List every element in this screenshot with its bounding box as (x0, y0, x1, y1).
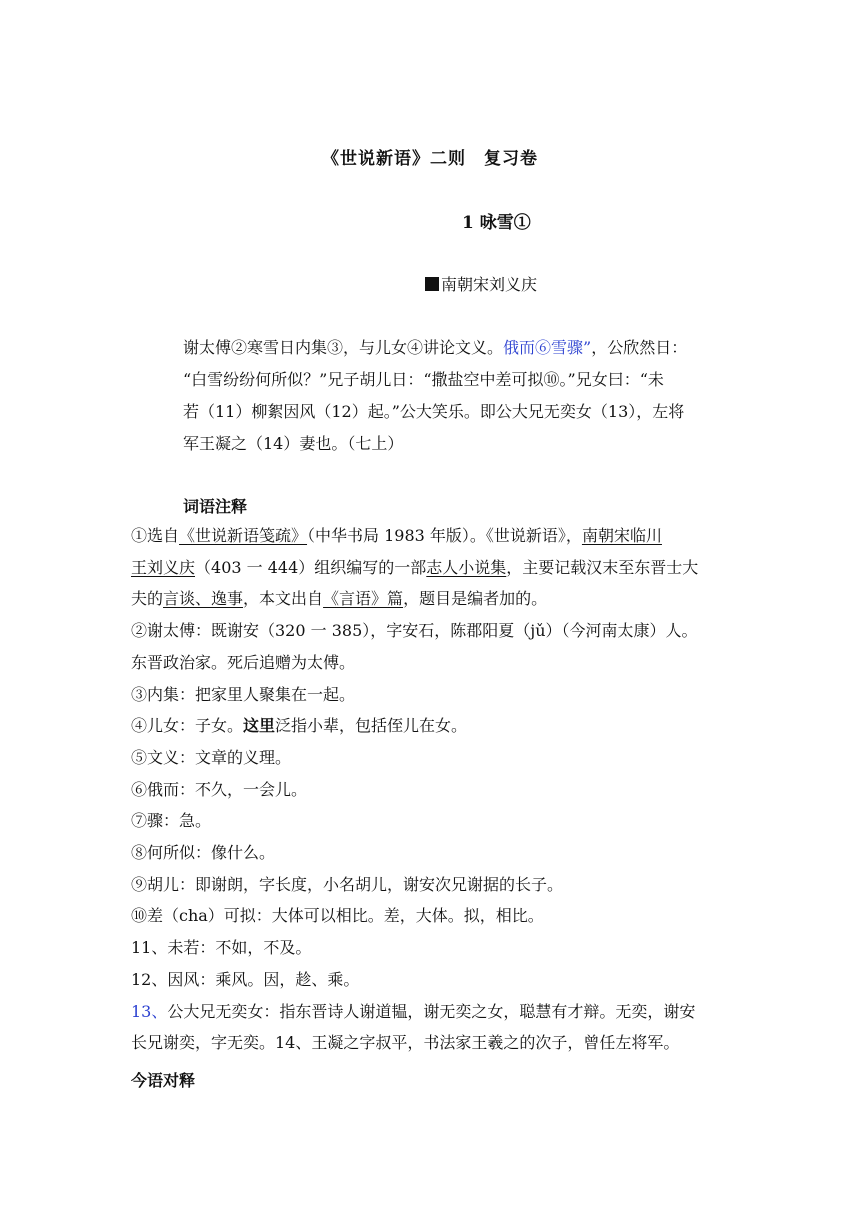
translation-heading: 今语对释 (131, 1071, 196, 1090)
passage-text: 谢太傅②寒雪日内集③，与儿女④讲论文义。 (183, 338, 504, 357)
note-text: 公大兄无奕女：指东晋诗人谢道韫，谢无奕之女，聪慧有才辩。无奕，谢安 (167, 1001, 696, 1021)
note-line: ②谢太傅：既谢安（320 一 385），字安石，陈郡阳夏（jǔ）（今河南太康）人。 (131, 621, 698, 641)
note-underlined: 《世说新语笺疏》 (179, 526, 308, 545)
passage-line: 若（11）柳絮因风（12）起。”公大笑乐。即公大兄无奕女（13），左将 (183, 402, 685, 421)
note-item-4 (131, 710, 731, 742)
note-item-9: ⑨胡儿：即谢朗，字长度，小名胡儿，谢安次兄谢据的长子。 (131, 874, 564, 894)
note-item-1 (131, 520, 731, 615)
note-item-10: ⑩差（cha）可拟：大体可以相比。差，大体。拟，相比。 (131, 906, 544, 926)
note-item-12: 12、因风：乘风。因，趁、乘。 (131, 969, 360, 989)
note-underlined: 王刘义庆 (131, 557, 196, 577)
section-title: 1 咏雪① (462, 213, 531, 233)
note-text: ，本文出自 (243, 589, 324, 609)
note-bold: 这里 (243, 716, 276, 736)
note-text: ①选自 (131, 526, 180, 545)
note-item-5: ⑤文义：文章的义理。 (131, 747, 292, 767)
notes-heading: 词语注释 (183, 497, 248, 516)
note-line (131, 996, 731, 1028)
author-name: 南朝宋刘义庆 (441, 275, 538, 294)
passage-line (183, 332, 731, 364)
notes-list (131, 520, 731, 1059)
note-line: 东晋政治家。死后追赠为太傅。 (131, 652, 356, 672)
note-item-8: ⑧何所似：像什么。 (131, 843, 276, 863)
black-square-icon (425, 277, 439, 291)
note-text: 夫的 (131, 589, 164, 609)
note-item-13 (131, 996, 731, 1059)
note-underlined: 《言语》篇 (323, 589, 404, 609)
note-number: 13、 (131, 1001, 168, 1021)
note-text: ，题目是编者加的。 (403, 589, 548, 609)
note-text: ④儿女：子女。 (131, 716, 244, 736)
note-item-6: ⑥俄而：不久，一会儿。 (131, 779, 308, 799)
note-item-3: ③内集：把家里人聚集在一起。 (131, 684, 356, 704)
passage-line: “白雪纷纷何所似？”兄子胡儿日：“撒盐空中差可拟⑩。”兄女曰：“未 (183, 370, 664, 389)
note-underlined: 志人小说集 (426, 557, 507, 577)
note-item-2 (131, 615, 731, 678)
note-text: （403 一 444）组织编写的一部 (195, 557, 427, 577)
passage-text: ，公欣然日： (591, 338, 688, 357)
note-text: ，主要记载汉末至东晋士大 (506, 557, 699, 577)
note-underlined: 言谈、逸事 (163, 589, 244, 609)
note-line (131, 552, 731, 584)
classical-passage (183, 332, 731, 460)
author-line (425, 272, 537, 295)
note-underlined: 南朝宋临川 (581, 526, 662, 545)
note-text: 泛指小辈，包括侄儿在女。 (275, 716, 468, 736)
page-title: 《世说新语》二则 复习卷 (322, 149, 538, 169)
note-line: 长兄谢奕，字无奕。14、王凝之字叔平，书法家王羲之的次子，曾任左将军。 (131, 1033, 680, 1053)
note-item-7: ⑦骤：急。 (131, 811, 212, 831)
passage-highlight: 俄而⑥雪骤” (503, 338, 592, 357)
note-line (131, 583, 731, 615)
note-line (131, 520, 731, 552)
passage-line: 军王凝之（14）妻也。（七上） (183, 434, 404, 453)
note-item-11: 11、未若：不如，不及。 (131, 938, 312, 958)
note-text: （中华书局 1983 年版）。《世说新语》， (307, 526, 582, 545)
